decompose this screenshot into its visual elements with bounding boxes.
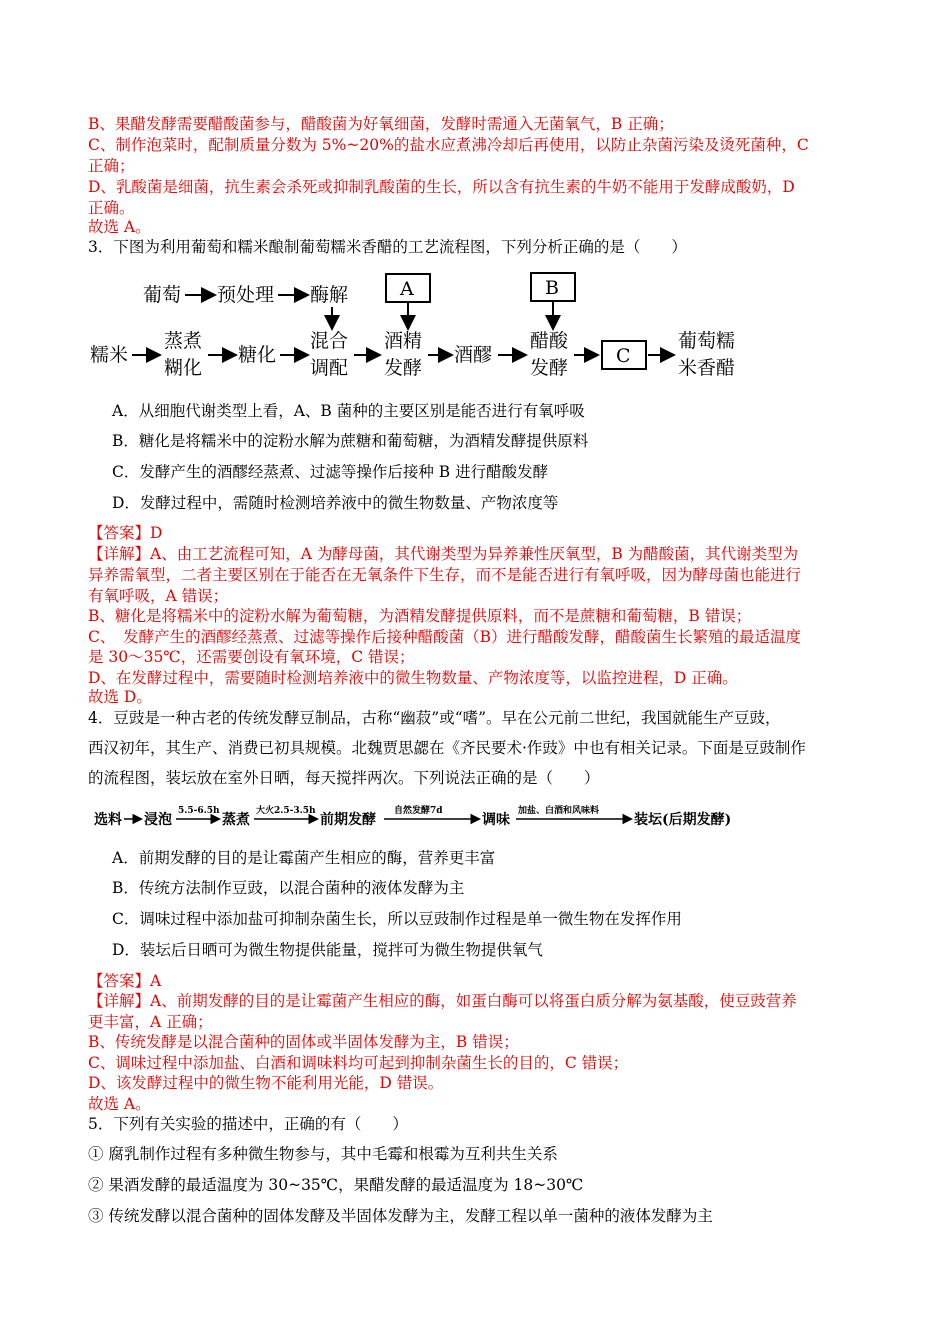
q2-conclusion: 故选 A。: [88, 218, 151, 236]
q2-explain-line: 正确；: [88, 157, 135, 175]
flow-jar: 装坛(后期发酵): [634, 812, 732, 828]
q2-explain-line: D、乳酸菌是细菌，抗生素会杀死或抑制乳酸菌的生长，所以含有抗生素的牛奶不能用于发酵成酸奶，D: [88, 178, 795, 196]
q4-explain-line: C、调味过程中添加盐、白酒和调味料均可起到抑制杂菌生长的目的，C 错误；: [88, 1054, 629, 1072]
flow-pre-ferment: 前期发酵: [320, 812, 376, 828]
diagram-enzymolysis: 酶解: [310, 284, 349, 306]
diagram-mix-2: 调配: [310, 357, 349, 379]
flow-soak-time: 5.5-6.5h: [178, 806, 220, 816]
q3-explain-line: 是 30～35℃，还需要创设有氧环境，C 错误；: [88, 648, 415, 666]
diagram-mash: 酒醪: [454, 344, 493, 366]
flow-season-add: 加盐、白酒和风味料: [518, 806, 600, 816]
q5-item: ② 果酒发酵的最适温度为 30~35℃，果醋发酵的最适温度为 18~30℃: [88, 1176, 584, 1194]
diagram-product-2: 米香醋: [678, 357, 736, 379]
q2-explain-line: B、果醋发酵需要醋酸菌参与，醋酸菌为好氧细菌，发酵时需通入无菌氧气，B 正确；: [88, 115, 674, 133]
answer-value: A: [150, 972, 162, 990]
diagram-box-c-label: C: [616, 345, 631, 367]
diagram-box-a-label: A: [400, 278, 414, 300]
explain-text: A、由工艺流程可知，A 为酵母菌，其代谢类型为异养兼性厌氧型，B 为醋酸菌，其代谢类型为: [150, 545, 799, 563]
q3-explain-line: C、 发酵产生的酒醪经蒸煮、过滤等操作后接种醋酸菌（B）进行醋酸发酵，醋酸菌生长繁殖的最适温度: [88, 628, 802, 646]
q2-explain-line: 正确。: [88, 199, 135, 217]
answer-value: D: [150, 524, 163, 542]
q3-process-diagram: [88, 265, 768, 390]
explain-label: 【详解】: [88, 545, 151, 563]
diagram-box-b-label: B: [545, 277, 559, 299]
diagram-acetic-2: 发酵: [530, 357, 569, 379]
q3-option-c: C．发酵产生的酒醪经蒸煮、过滤等操作后接种 B 进行醋酸发酵: [112, 463, 549, 481]
q5-stem: 5．下列有关实验的描述中，正确的有（ ）: [88, 1115, 408, 1133]
q3-conclusion: 故选 D。: [88, 688, 152, 706]
q4-stem-line: 西汉初年，其生产、消费已初具规模。北魏贾思勰在《齐民要术·作豉》中也有相关记录。下面是豆豉制作: [88, 739, 806, 757]
diagram-steam-2: 糊化: [164, 357, 203, 379]
diagram-product-1: 葡萄糯: [678, 330, 736, 352]
diagram-acetic-1: 醋酸: [530, 330, 569, 352]
q4-option-c: C．调味过程中添加盐可抑制杂菌生长，所以豆豉制作过程是单一微生物在发挥作用: [112, 910, 682, 928]
flow-steam-time: 大火2.5-3.5h: [256, 806, 316, 816]
answer-label: 【答案】: [88, 524, 151, 542]
q4-option-a: A．前期发酵的目的是让霉菌产生相应的酶，营养更丰富: [112, 849, 496, 867]
explain-text: A、前期发酵的目的是让霉菌产生相应的酶，如蛋白酶可以将蛋白质分解为氨基酸，使豆豉营养: [150, 992, 797, 1010]
q3-option-a: A．从细胞代谢类型上看，A、B 菌种的主要区别是能否进行有氧呼吸: [112, 402, 585, 420]
q3-option-d: D．发酵过程中，需随时检测培养液中的微生物数量、产物浓度等: [112, 494, 559, 512]
q3-explain-line: 异养需氧型，二者主要区别在于能否在无氧条件下生存，而不是能否进行有氧呼吸，因为酵母菌也能进行: [88, 566, 802, 584]
q3-stem: 3．下图为利用葡萄和糯米酿制葡萄糯米香醋的工艺流程图，下列分析正确的是（ ）: [88, 238, 687, 256]
diagram-sugar: 糖化: [238, 344, 277, 366]
q4-explain-line: D、该发酵过程中的微生物不能利用光能，D 错误。: [88, 1074, 444, 1092]
q4-stem-line: 的流程图，装坛放在室外日晒，每天搅拌两次。下列说法正确的是（ ）: [88, 769, 600, 787]
q4-option-b: B．传统方法制作豆豉，以混合菌种的液体发酵为主: [112, 879, 465, 897]
diagram-alcohol-1: 酒精: [384, 330, 423, 352]
q5-item: ① 腐乳制作过程有多种微生物参与，其中毛霉和根霉为互利共生关系: [88, 1145, 558, 1163]
q3-option-b: B．糖化是将糯米中的淀粉水解为蔗糖和葡萄糖，为酒精发酵提供原料: [112, 432, 589, 450]
q4-stem-line: 4．豆豉是一种古老的传统发酵豆制品，古称“幽菽”或“嗜”。早在公元前二世纪，我国就能生产豆豉，: [88, 709, 781, 727]
answer-label: 【答案】: [88, 972, 151, 990]
q3-explain-line: B、糖化是将糯米中的淀粉水解为葡萄糖，为酒精发酵提供原料，而不是蔗糖和葡萄糖，B 错误；: [88, 607, 752, 625]
q4-explain-line: 更丰富，A 正确；: [88, 1013, 213, 1031]
q4-conclusion: 故选 A。: [88, 1095, 151, 1113]
q4-flow-diagram: [94, 798, 774, 832]
diagram-pretreat: 预处理: [217, 284, 275, 306]
q4-option-d: D．装坛后日晒可为微生物提供能量，搅拌可为微生物提供氧气: [112, 941, 543, 959]
flow-season: 调味: [482, 812, 510, 828]
explain-label: 【详解】: [88, 992, 151, 1010]
diagram-rice: 糯米: [90, 344, 129, 366]
q5-item: ③ 传统发酵以混合菌种的固体发酵及半固体发酵为主，发酵工程以单一菌种的液体发酵为主: [88, 1207, 713, 1225]
q3-explain-line: D、在发酵过程中，需要随时检测培养液中的微生物数量、产物浓度等，以监控进程，D 正确。: [88, 669, 738, 687]
q3-explain-line: [88, 543, 798, 565]
flow-steam: 蒸煮: [222, 812, 250, 828]
diagram-steam-1: 蒸煮: [164, 330, 203, 352]
q3-explain-line: 有氧呼吸，A 错误；: [88, 587, 229, 605]
q4-explain-line: B、传统发酵是以混合菌种的固体或半固体发酵为主，B 错误；: [88, 1033, 519, 1051]
diagram-alcohol-2: 发酵: [384, 357, 423, 379]
q2-explain-line: C、制作泡菜时，配制质量分数为 5%~20%的盐水应煮沸冷却后再使用，以防止杂菌污染及烫死菌种，C: [88, 136, 809, 154]
q3-answer: [88, 522, 162, 544]
q4-answer: [88, 970, 161, 992]
flow-soak: 浸泡: [144, 812, 172, 828]
flow-select: 选料: [94, 812, 122, 828]
flow-pre-ferment-time: 自然发酵7d: [394, 806, 443, 816]
diagram-mix-1: 混合: [310, 330, 349, 352]
q4-explain-line: [88, 990, 797, 1012]
diagram-grape: 葡萄: [143, 284, 182, 306]
